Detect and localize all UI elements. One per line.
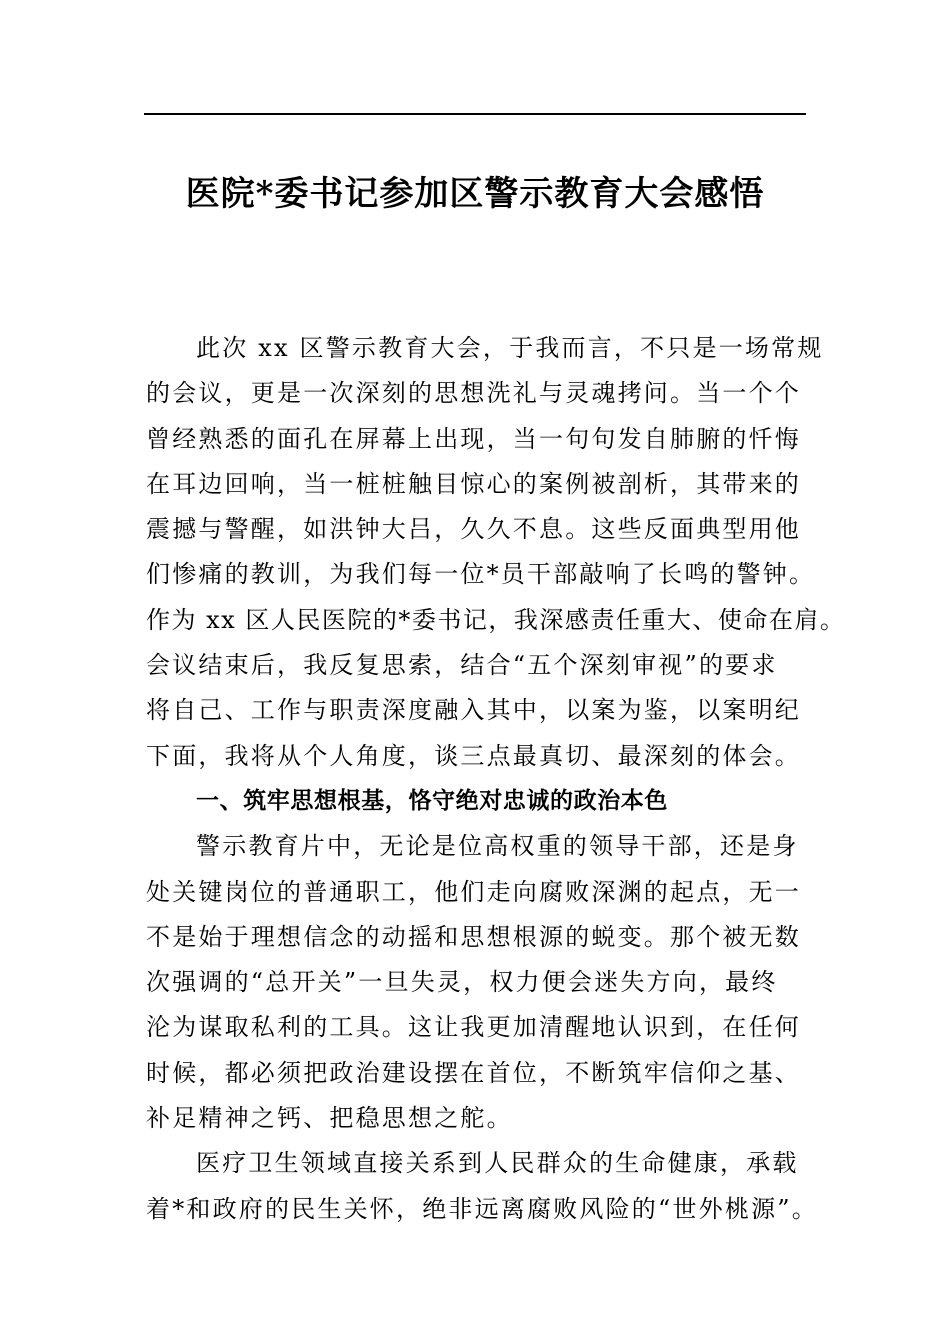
paragraph-line: 处关键岗位的普通职工，他们走向腐败深渊的起点，无一 [146, 877, 801, 906]
paragraph-line: 补足精神之钙、把稳思想之舵。 [146, 1104, 513, 1133]
paragraph-line: 不是始于理想信念的动摇和思想根源的蜕变。那个被无数 [146, 922, 801, 951]
paragraph-line: 们惨痛的教训，为我们每一位*员干部敲响了长鸣的警钟。 [146, 560, 816, 589]
paragraph-line: 下面，我将从个人角度，谈三点最真切、最深刻的体会。 [146, 741, 801, 770]
paragraph-line: 震撼与警醒，如洪钟大吕，久久不息。这些反面典型用他 [146, 515, 801, 544]
paragraph-line: 将自己、工作与职责深度融入其中，以案为鉴，以案明纪 [146, 696, 801, 725]
paragraph-line: 沦为谋取私利的工具。这让我更加清醒地认识到，在任何 [146, 1013, 801, 1042]
paragraph-line: 着*和政府的民生关怀，绝非远离腐败风险的“世外桃源”。 [146, 1194, 818, 1223]
paragraph-line: 作为 xx 区人民医院的*委书记，我深感责任重大、使命在肩。 [146, 605, 846, 634]
paragraph-line: 此次 xx 区警示教育大会，于我而言，不只是一场常规 [196, 334, 824, 362]
document-body [146, 326, 846, 1232]
document-title: 医院*委书记参加区警示教育大会感悟 [185, 174, 765, 214]
paragraph-line: 时候，都必须把政治建设摆在首位，不断筑牢信仰之基、 [146, 1058, 801, 1087]
paragraph-line: 的会议，更是一次深刻的思想洗礼与灵魂拷问。当一个个 [146, 379, 801, 408]
paragraph-line: 会议结束后，我反复思索，结合“五个深刻审视”的要求 [146, 651, 778, 680]
paragraph-line: 曾经熟悉的面孔在屏幕上出现，当一句句发自肺腑的忏悔 [146, 424, 801, 453]
header-rule [144, 113, 806, 115]
paragraph-line: 医疗卫生领域直接关系到人民群众的生命健康，承载 [196, 1149, 799, 1178]
paragraph-line: 次强调的“总开关”一旦失灵，权力便会迷失方向，最终 [146, 968, 778, 997]
section-heading: 一、筑牢思想根基，恪守绝对忠诚的政治本色 [196, 787, 668, 814]
paragraph-line: 在耳边回响，当一桩桩触目惊心的案例被剖析，其带来的 [146, 469, 801, 498]
paragraph-line: 警示教育片中，无论是位高权重的领导干部，还是身 [196, 832, 799, 861]
